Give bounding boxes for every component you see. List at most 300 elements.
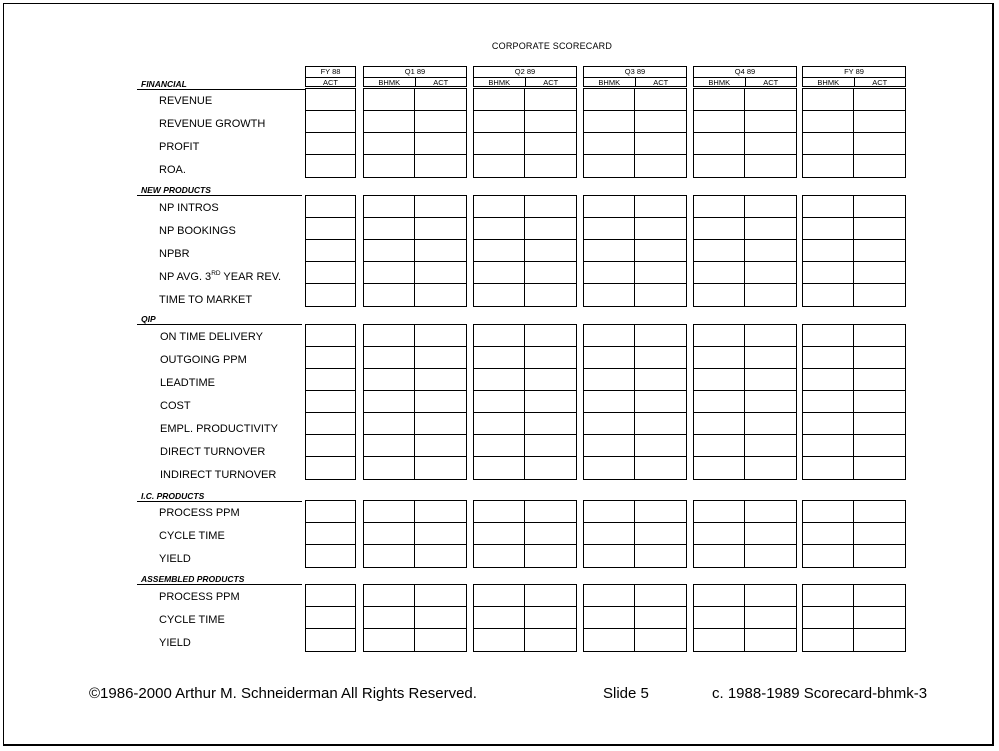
- score-cell[interactable]: [853, 390, 906, 414]
- row-label: CYCLE TIME: [159, 614, 225, 626]
- score-cell[interactable]: [853, 110, 906, 134]
- score-cell[interactable]: [363, 132, 415, 156]
- score-cell[interactable]: [693, 390, 745, 414]
- score-cell[interactable]: [305, 239, 356, 263]
- score-cell[interactable]: [744, 346, 797, 370]
- score-cell[interactable]: [524, 522, 577, 546]
- score-cell[interactable]: [634, 606, 687, 630]
- score-cell[interactable]: [524, 132, 577, 156]
- score-cell[interactable]: [802, 412, 854, 436]
- score-cell[interactable]: [583, 154, 635, 178]
- score-cell[interactable]: [744, 217, 797, 241]
- score-cell[interactable]: [634, 584, 687, 608]
- score-cell[interactable]: [744, 390, 797, 414]
- score-cell[interactable]: [802, 324, 854, 348]
- score-cell[interactable]: [802, 346, 854, 370]
- score-cell[interactable]: [853, 217, 906, 241]
- column-subheader: BHMK: [598, 78, 621, 87]
- score-cell[interactable]: [853, 412, 906, 436]
- section-divider: [137, 89, 305, 90]
- score-cell[interactable]: [853, 154, 906, 178]
- score-cell[interactable]: [583, 368, 635, 392]
- score-cell[interactable]: [305, 606, 356, 630]
- score-cell[interactable]: [473, 456, 525, 480]
- score-cell[interactable]: [473, 522, 525, 546]
- score-cell[interactable]: [524, 239, 577, 263]
- score-cell[interactable]: [802, 606, 854, 630]
- score-cell[interactable]: [693, 544, 745, 568]
- score-cell[interactable]: [363, 412, 415, 436]
- score-cell[interactable]: [693, 628, 745, 652]
- score-cell[interactable]: [363, 283, 415, 307]
- score-cell[interactable]: [634, 368, 687, 392]
- score-cell[interactable]: [583, 390, 635, 414]
- row-label: NP AVG. 3RD YEAR REV.: [159, 270, 282, 283]
- score-cell[interactable]: [583, 283, 635, 307]
- score-cell[interactable]: [853, 195, 906, 219]
- score-cell[interactable]: [802, 390, 854, 414]
- score-cell[interactable]: [524, 195, 577, 219]
- score-cell[interactable]: [802, 628, 854, 652]
- score-cell[interactable]: [363, 154, 415, 178]
- score-cell[interactable]: [473, 154, 525, 178]
- score-cell[interactable]: [414, 606, 467, 630]
- score-cell[interactable]: [363, 606, 415, 630]
- score-cell[interactable]: [305, 500, 356, 524]
- row-label: NPBR: [159, 248, 190, 260]
- score-cell[interactable]: [583, 346, 635, 370]
- score-cell[interactable]: [744, 368, 797, 392]
- score-cell[interactable]: [473, 434, 525, 458]
- score-cell[interactable]: [853, 283, 906, 307]
- score-cell[interactable]: [524, 88, 577, 112]
- score-cell[interactable]: [634, 217, 687, 241]
- score-cell[interactable]: [524, 346, 577, 370]
- score-cell[interactable]: [802, 110, 854, 134]
- score-cell[interactable]: [473, 283, 525, 307]
- score-cell[interactable]: [583, 239, 635, 263]
- score-cell[interactable]: [693, 606, 745, 630]
- score-cell[interactable]: [853, 628, 906, 652]
- row-label: DIRECT TURNOVER: [160, 446, 266, 458]
- score-cell[interactable]: [305, 456, 356, 480]
- column-subheaders: [694, 78, 796, 87]
- row-label: LEADTIME: [160, 377, 216, 389]
- score-cell[interactable]: [414, 584, 467, 608]
- score-cell[interactable]: [693, 283, 745, 307]
- score-cell[interactable]: [305, 434, 356, 458]
- score-cell[interactable]: [363, 390, 415, 414]
- score-cell[interactable]: [634, 544, 687, 568]
- score-cell[interactable]: [744, 412, 797, 436]
- score-cell[interactable]: [802, 261, 854, 285]
- score-cell[interactable]: [473, 324, 525, 348]
- score-cell[interactable]: [305, 154, 356, 178]
- score-cell[interactable]: [744, 434, 797, 458]
- score-cell[interactable]: [363, 544, 415, 568]
- score-cell[interactable]: [802, 500, 854, 524]
- score-cell[interactable]: [744, 544, 797, 568]
- score-cell[interactable]: [305, 390, 356, 414]
- score-cell[interactable]: [414, 283, 467, 307]
- section-title: NEW PRODUCTS: [141, 185, 211, 195]
- score-cell[interactable]: [524, 261, 577, 285]
- score-cell[interactable]: [693, 239, 745, 263]
- score-cell[interactable]: [634, 261, 687, 285]
- column-subheader: ACT: [525, 78, 577, 87]
- score-cell[interactable]: [414, 544, 467, 568]
- score-cell[interactable]: [744, 283, 797, 307]
- score-cell[interactable]: [473, 110, 525, 134]
- score-cell[interactable]: [363, 628, 415, 652]
- score-cell[interactable]: [473, 390, 525, 414]
- score-cell[interactable]: [363, 217, 415, 241]
- score-cell[interactable]: [363, 110, 415, 134]
- column-header: [583, 66, 687, 87]
- score-cell[interactable]: [524, 217, 577, 241]
- score-cell[interactable]: [802, 434, 854, 458]
- row-label: OUTGOING PPM: [160, 354, 247, 366]
- column-header: [473, 66, 577, 87]
- column-subheader: BHMK: [708, 78, 731, 87]
- score-cell[interactable]: [583, 217, 635, 241]
- score-cell[interactable]: [524, 154, 577, 178]
- score-cell[interactable]: [802, 132, 854, 156]
- column-period: FY 88: [306, 67, 355, 78]
- score-cell[interactable]: [634, 154, 687, 178]
- column-header: [802, 66, 906, 87]
- score-cell[interactable]: [634, 239, 687, 263]
- score-cell[interactable]: [853, 88, 906, 112]
- copyright-notice: ©1986-2000 Arthur M. Schneiderman All Rights Reserved.: [89, 685, 477, 702]
- score-cell[interactable]: [524, 368, 577, 392]
- score-cell[interactable]: [744, 456, 797, 480]
- score-cell[interactable]: [693, 217, 745, 241]
- section-title: FINANCIAL: [141, 79, 187, 89]
- column-subheader: BHMK: [378, 78, 401, 87]
- score-cell[interactable]: [853, 544, 906, 568]
- score-cell[interactable]: [305, 217, 356, 241]
- row-label: REVENUE GROWTH: [159, 118, 266, 130]
- score-cell[interactable]: [473, 628, 525, 652]
- score-cell[interactable]: [524, 500, 577, 524]
- score-cell[interactable]: [473, 132, 525, 156]
- score-cell[interactable]: [744, 606, 797, 630]
- score-cell[interactable]: [473, 584, 525, 608]
- score-cell[interactable]: [634, 456, 687, 480]
- row-label: YIELD: [159, 553, 191, 565]
- score-cell[interactable]: [414, 500, 467, 524]
- score-cell[interactable]: [473, 500, 525, 524]
- column-subheaders: [584, 78, 686, 87]
- score-cell[interactable]: [634, 628, 687, 652]
- row-label: NP INTROS: [159, 202, 219, 214]
- score-cell[interactable]: [693, 346, 745, 370]
- score-cell[interactable]: [744, 239, 797, 263]
- column-header: [693, 66, 797, 87]
- score-cell[interactable]: [744, 154, 797, 178]
- score-cell[interactable]: [802, 584, 854, 608]
- score-cell[interactable]: [414, 217, 467, 241]
- score-cell[interactable]: [634, 324, 687, 348]
- score-cell[interactable]: [634, 434, 687, 458]
- score-cell[interactable]: [414, 390, 467, 414]
- score-cell[interactable]: [524, 606, 577, 630]
- score-cell[interactable]: [693, 500, 745, 524]
- score-cell[interactable]: [524, 584, 577, 608]
- score-cell[interactable]: [305, 261, 356, 285]
- score-cell[interactable]: [744, 195, 797, 219]
- score-cell[interactable]: [583, 456, 635, 480]
- score-cell[interactable]: [693, 434, 745, 458]
- slide-number: Slide 5: [603, 685, 649, 702]
- score-cell[interactable]: [414, 110, 467, 134]
- score-cell[interactable]: [305, 522, 356, 546]
- score-cell[interactable]: [634, 390, 687, 414]
- score-cell[interactable]: [693, 584, 745, 608]
- score-cell[interactable]: [414, 88, 467, 112]
- score-cell[interactable]: [744, 261, 797, 285]
- score-cell[interactable]: [414, 412, 467, 436]
- score-cell[interactable]: [473, 346, 525, 370]
- score-cell[interactable]: [524, 456, 577, 480]
- score-cell[interactable]: [693, 261, 745, 285]
- score-cell[interactable]: [693, 132, 745, 156]
- score-cell[interactable]: [305, 412, 356, 436]
- score-cell[interactable]: [583, 88, 635, 112]
- score-cell[interactable]: [634, 195, 687, 219]
- score-cell[interactable]: [802, 217, 854, 241]
- score-cell[interactable]: [363, 368, 415, 392]
- score-cell[interactable]: [744, 522, 797, 546]
- score-cell[interactable]: [305, 283, 356, 307]
- column-period: Q3 89: [584, 67, 686, 78]
- score-cell[interactable]: [363, 434, 415, 458]
- score-cell[interactable]: [524, 283, 577, 307]
- score-cell[interactable]: [583, 522, 635, 546]
- score-cell[interactable]: [414, 434, 467, 458]
- score-cell[interactable]: [414, 239, 467, 263]
- score-cell[interactable]: [473, 261, 525, 285]
- score-cell[interactable]: [473, 195, 525, 219]
- column-header: [363, 66, 467, 87]
- score-cell[interactable]: [414, 261, 467, 285]
- document-reference: c. 1988-1989 Scorecard-bhmk-3: [712, 685, 928, 702]
- column-subheaders: [474, 78, 576, 87]
- score-cell[interactable]: [414, 195, 467, 219]
- score-cell[interactable]: [473, 239, 525, 263]
- score-cell[interactable]: [524, 544, 577, 568]
- score-cell[interactable]: [363, 324, 415, 348]
- score-cell[interactable]: [473, 544, 525, 568]
- score-cell[interactable]: [363, 456, 415, 480]
- score-cell[interactable]: [634, 110, 687, 134]
- score-cell[interactable]: [634, 412, 687, 436]
- score-cell[interactable]: [744, 110, 797, 134]
- score-cell[interactable]: [305, 628, 356, 652]
- score-cell[interactable]: [634, 346, 687, 370]
- score-cell[interactable]: [853, 522, 906, 546]
- score-cell[interactable]: [853, 434, 906, 458]
- score-cell[interactable]: [414, 346, 467, 370]
- row-label: CYCLE TIME: [159, 530, 225, 542]
- section-divider: [137, 584, 302, 585]
- row-label: NP BOOKINGS: [159, 225, 236, 237]
- score-cell[interactable]: [583, 606, 635, 630]
- score-cell[interactable]: [414, 456, 467, 480]
- score-cell[interactable]: [583, 544, 635, 568]
- column-subheader: ACT: [745, 78, 797, 87]
- score-cell[interactable]: [473, 606, 525, 630]
- score-cell[interactable]: [802, 368, 854, 392]
- row-label: EMPL. PRODUCTIVITY: [160, 423, 278, 435]
- score-cell[interactable]: [363, 195, 415, 219]
- score-cell[interactable]: [802, 88, 854, 112]
- row-label: COST: [160, 400, 191, 412]
- page-title: CORPORATE SCORECARD: [491, 41, 613, 51]
- score-cell[interactable]: [363, 500, 415, 524]
- score-cell[interactable]: [414, 132, 467, 156]
- score-cell[interactable]: [693, 522, 745, 546]
- score-cell[interactable]: [802, 195, 854, 219]
- score-cell[interactable]: [305, 324, 356, 348]
- score-cell[interactable]: [583, 132, 635, 156]
- score-cell[interactable]: [524, 110, 577, 134]
- score-cell[interactable]: [853, 239, 906, 263]
- score-cell[interactable]: [693, 195, 745, 219]
- score-cell[interactable]: [853, 346, 906, 370]
- score-cell[interactable]: [744, 324, 797, 348]
- score-cell[interactable]: [473, 368, 525, 392]
- score-cell[interactable]: [305, 544, 356, 568]
- score-cell[interactable]: [802, 239, 854, 263]
- column-period: Q4 89: [694, 67, 796, 78]
- row-label: PROCESS PPM: [159, 591, 240, 603]
- column-subheaders: [306, 78, 355, 87]
- score-cell[interactable]: [744, 132, 797, 156]
- score-cell[interactable]: [583, 412, 635, 436]
- score-cell[interactable]: [853, 500, 906, 524]
- column-subheader: BHMK: [817, 78, 840, 87]
- score-cell[interactable]: [744, 584, 797, 608]
- column-subheader: ACT: [323, 78, 338, 87]
- score-cell[interactable]: [473, 88, 525, 112]
- score-cell[interactable]: [802, 544, 854, 568]
- score-cell[interactable]: [802, 283, 854, 307]
- score-cell[interactable]: [583, 261, 635, 285]
- score-cell[interactable]: [802, 154, 854, 178]
- section-divider: [137, 324, 302, 325]
- score-cell[interactable]: [802, 522, 854, 546]
- score-cell[interactable]: [802, 456, 854, 480]
- score-cell[interactable]: [853, 606, 906, 630]
- score-cell[interactable]: [524, 390, 577, 414]
- score-cell[interactable]: [305, 132, 356, 156]
- column-period: Q1 89: [364, 67, 466, 78]
- score-cell[interactable]: [583, 500, 635, 524]
- score-cell[interactable]: [693, 88, 745, 112]
- score-cell[interactable]: [524, 324, 577, 348]
- score-cell[interactable]: [414, 368, 467, 392]
- score-cell[interactable]: [583, 195, 635, 219]
- score-cell[interactable]: [583, 434, 635, 458]
- column-header: [305, 66, 356, 87]
- score-cell[interactable]: [693, 110, 745, 134]
- score-cell[interactable]: [634, 283, 687, 307]
- score-cell[interactable]: [853, 584, 906, 608]
- score-cell[interactable]: [853, 132, 906, 156]
- score-cell[interactable]: [583, 324, 635, 348]
- row-label: PROCESS PPM: [159, 507, 240, 519]
- row-label: YIELD: [159, 637, 191, 649]
- section-title: I.C. PRODUCTS: [141, 491, 205, 501]
- score-cell[interactable]: [693, 412, 745, 436]
- score-cell[interactable]: [524, 434, 577, 458]
- score-cell[interactable]: [305, 195, 356, 219]
- score-cell[interactable]: [524, 628, 577, 652]
- score-cell[interactable]: [363, 239, 415, 263]
- score-cell[interactable]: [305, 368, 356, 392]
- column-subheader: ACT: [415, 78, 467, 87]
- score-cell[interactable]: [853, 324, 906, 348]
- score-cell[interactable]: [305, 584, 356, 608]
- score-cell[interactable]: [634, 88, 687, 112]
- row-label: REVENUE: [159, 95, 213, 107]
- score-cell[interactable]: [305, 110, 356, 134]
- score-cell[interactable]: [744, 88, 797, 112]
- score-cell[interactable]: [744, 628, 797, 652]
- column-period: FY 89: [803, 67, 905, 78]
- score-cell[interactable]: [414, 522, 467, 546]
- section-divider: [137, 195, 302, 196]
- section-title: QIP: [141, 314, 156, 324]
- row-label: ROA.: [159, 164, 186, 176]
- score-cell[interactable]: [583, 628, 635, 652]
- score-cell[interactable]: [414, 324, 467, 348]
- score-cell[interactable]: [634, 132, 687, 156]
- score-cell[interactable]: [693, 456, 745, 480]
- score-cell[interactable]: [473, 412, 525, 436]
- score-cell[interactable]: [634, 522, 687, 546]
- score-cell[interactable]: [363, 522, 415, 546]
- score-cell[interactable]: [853, 368, 906, 392]
- score-cell[interactable]: [363, 584, 415, 608]
- score-cell[interactable]: [583, 110, 635, 134]
- row-label: INDIRECT TURNOVER: [160, 469, 277, 481]
- score-cell[interactable]: [853, 261, 906, 285]
- column-subheaders: [803, 78, 905, 87]
- score-cell[interactable]: [305, 346, 356, 370]
- score-cell[interactable]: [693, 154, 745, 178]
- column-period: Q2 89: [474, 67, 576, 78]
- score-cell[interactable]: [363, 88, 415, 112]
- score-cell[interactable]: [363, 261, 415, 285]
- score-cell[interactable]: [524, 412, 577, 436]
- score-cell[interactable]: [363, 346, 415, 370]
- score-cell[interactable]: [305, 88, 356, 112]
- score-cell[interactable]: [744, 500, 797, 524]
- score-cell[interactable]: [583, 584, 635, 608]
- score-cell[interactable]: [634, 500, 687, 524]
- score-cell[interactable]: [693, 324, 745, 348]
- score-cell[interactable]: [693, 368, 745, 392]
- score-cell[interactable]: [414, 628, 467, 652]
- score-cell[interactable]: [473, 217, 525, 241]
- score-cell[interactable]: [414, 154, 467, 178]
- section-divider: [137, 501, 302, 502]
- score-cell[interactable]: [853, 456, 906, 480]
- row-label: TIME TO MARKET: [159, 294, 253, 306]
